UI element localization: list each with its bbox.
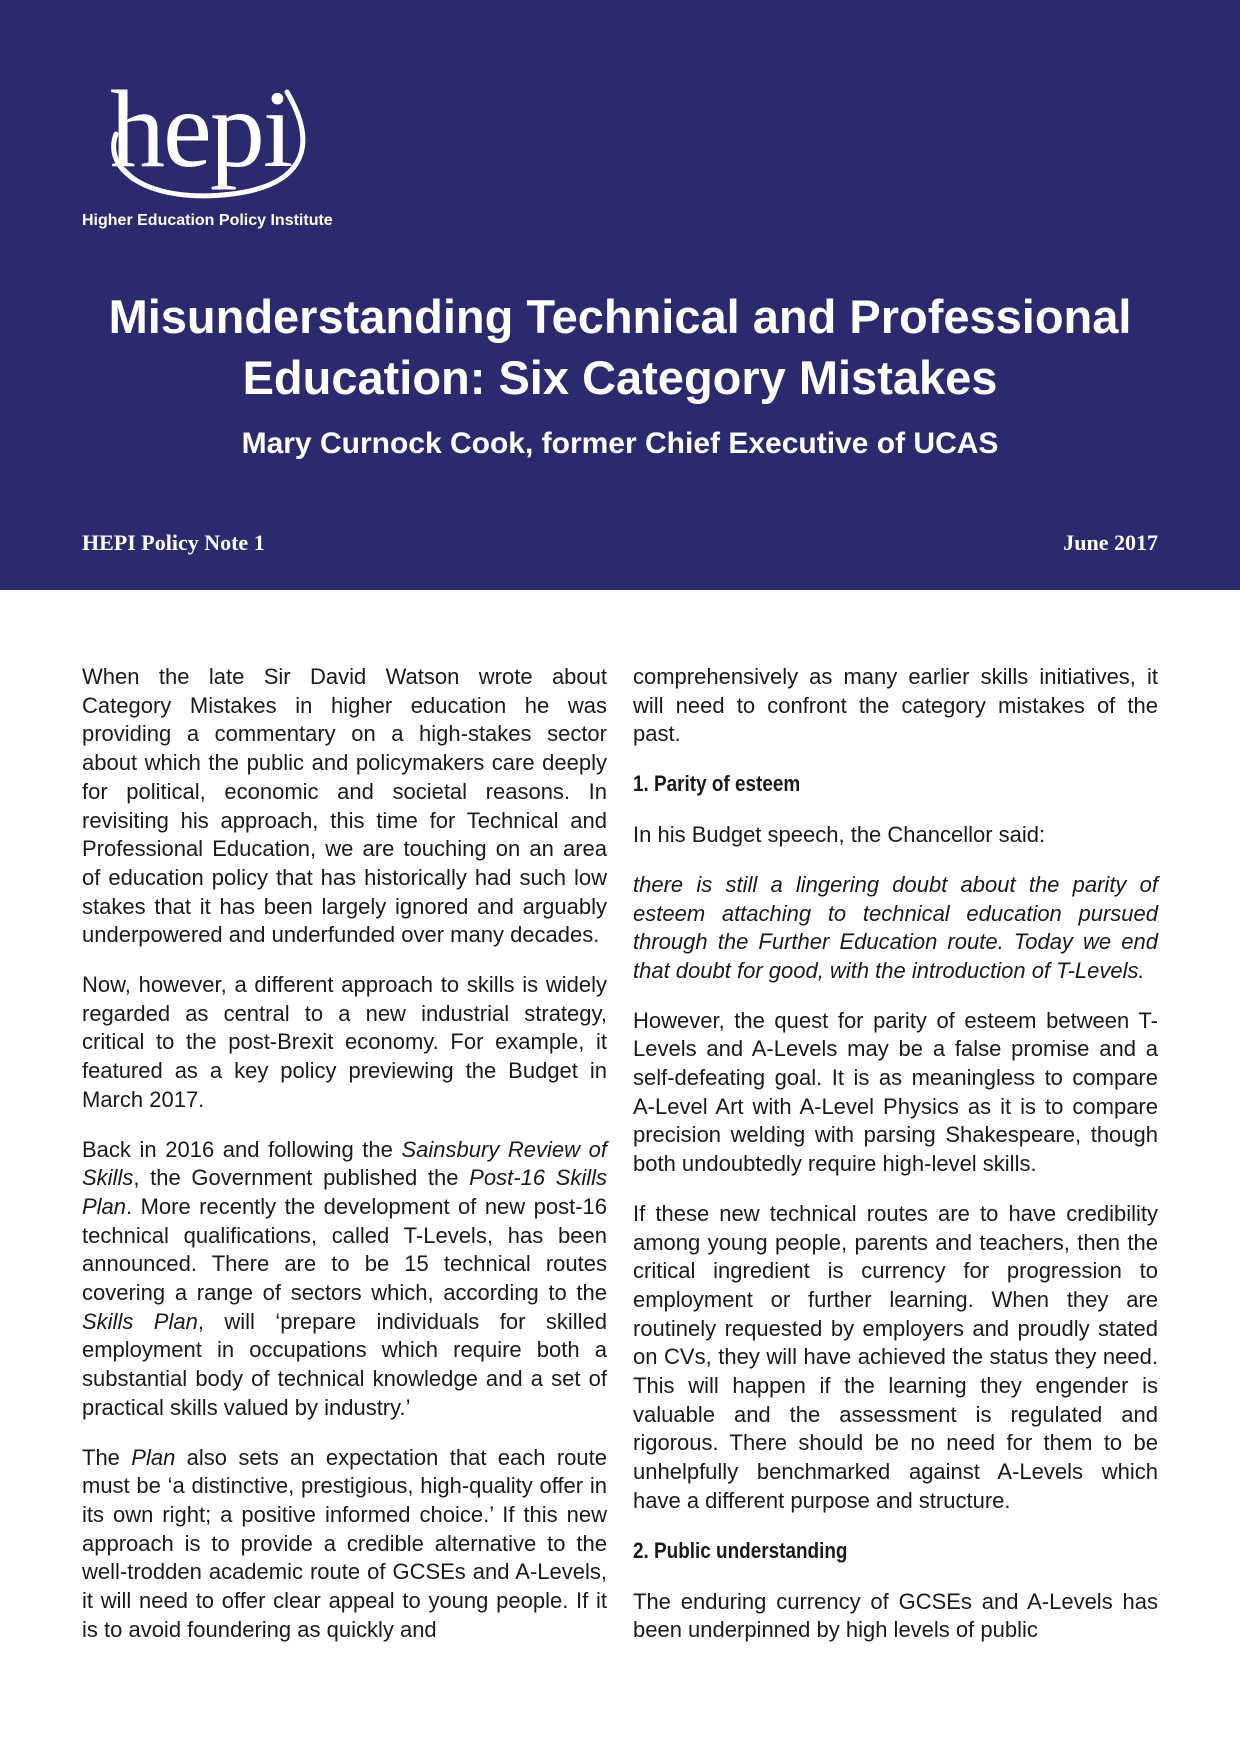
text-run: The [82, 1444, 132, 1470]
text-run: , will ‘prepare individuals for skilled employment in occupations which require both a substantial body of technical knowledge and a set of practical skills valued by industry.’ [82, 1308, 607, 1420]
publication-date: June 2017 [1063, 530, 1158, 555]
text-run: Back in 2016 and following the [82, 1136, 402, 1162]
italic-title: Plan [131, 1444, 176, 1470]
paragraph: When the late Sir David Watson wrote about Category Mistakes in higher education he was providing a commentary on a high-stakes sector about which the public and policymakers care deeply for political, economic and societal reasons. In revisiting his approach, this time for Technical and Professional Education, we are touching on an area of education policy that has historically had such low stakes that it has been largely ignored and arguably underpowered and underfunded over many decades. [82, 664, 607, 948]
document-title [60, 286, 1180, 408]
paragraph [82, 1444, 607, 1645]
paragraph: The enduring currency of GCSEs and A-Levels has been underpinned by high levels of public [633, 1588, 1158, 1643]
text-run: also sets an expectation that each route must be ‘a distinctive, prestigious, high-quality offer in its own right; a positive informed choice.’ If this new approach is to provide a credible alternative to the well-trodden academic route of GCSEs and A-Levels, it will need to offer clear appeal to young people. If it is to avoid foundering as quickly and [82, 1444, 607, 1642]
series-label: HEPI Policy Note 1 [82, 530, 265, 555]
paragraph [82, 1136, 607, 1423]
paragraph: If these new technical routes are to have credibility among young people, parents and teachers, then the critical ingredient is currency for progression to employment or further learning. When they are routinely requested by employers and proudly stated on CVs, they will have achieved the status they need. This will happen if the learning they engender is valuable and the assessment is regulated and rigorous. There should be no need for them to be unhelpfully benchmarked against A-Levels which have a different purpose and structure. [633, 1200, 1158, 1513]
italic-title: Post-16 Skills Plan [82, 1165, 607, 1219]
section-heading-public-understanding: 2. Public understanding [633, 1537, 848, 1563]
chancellor-quote: there is still a lingering doubt about the parity of esteem attaching to technical education pursued through the Further Education route. Today we end that doubt for good, with the introduction of T-Levels. [633, 871, 1158, 983]
left-column [82, 663, 607, 1666]
paragraph: However, the quest for parity of esteem between T-Levels and A-Levels may be a false promise and a self-defeating goal. It is as meaningless to compare A-Level Art with A-Level Physics as it is to compare precision welding with parsing Shakespeare, though both undoubtedly require high-level skills. [633, 1007, 1158, 1177]
title-line-2: Education: Six Category Mistakes [242, 351, 998, 404]
italic-title: Sainsbury Review of Skills [82, 1136, 607, 1191]
italic-title: Skills Plan [82, 1308, 198, 1334]
paragraph: comprehensively as many earlier skills initiatives, it will need to confront the category mistakes of the past. [633, 664, 1158, 747]
author-line: Mary Curnock Cook, former Chief Executive of UCAS [241, 427, 999, 460]
title-line-1: Misunderstanding Technical and Professional [108, 290, 1132, 343]
text-run: , the Government published the [133, 1165, 470, 1191]
section-heading-parity: 1. Parity of esteem [633, 771, 801, 797]
hepi-logo [82, 68, 372, 242]
paragraph: In his Budget speech, the Chancellor said: [633, 822, 1046, 848]
text-run: . More recently the development of new post-16 technical qualifications, called T-Levels, has been announced. There are to be 15 technical routes covering a range of sectors which, according to the [82, 1193, 607, 1306]
right-column [633, 663, 1158, 1666]
logo-wordmark: hepi [110, 68, 292, 190]
logo-subtitle: Higher Education Policy Institute [82, 212, 333, 229]
paragraph: Now, however, a different approach to skills is widely regarded as central to a new industrial strategy, critical to the post-Brexit economy. For example, it featured as a key policy previewing the Budget in March 2017. [82, 972, 607, 1112]
header-banner [0, 0, 1240, 590]
